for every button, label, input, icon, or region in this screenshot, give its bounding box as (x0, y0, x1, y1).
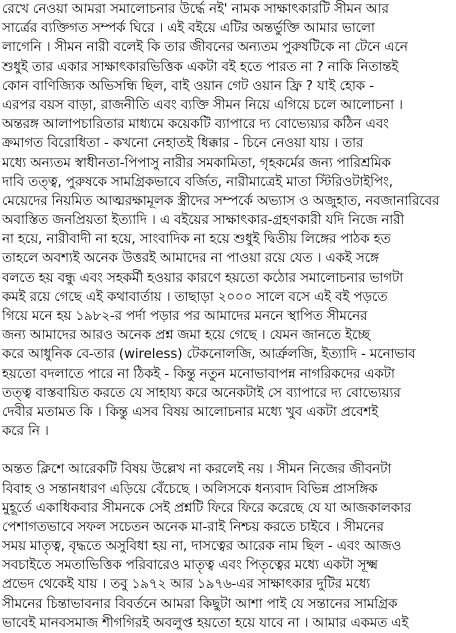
text-line: পেশাগতভাবে সফল সচেতন অনেক মা-রাই নিশ্চয় করতে চাইবে । সীমনের (2, 519, 384, 535)
text-line: রেখে নেওয়া আমরা সমালোচনার উর্দ্ধে নই' নামক সাক্ষাৎকারটি সীমন আর (2, 2, 389, 17)
text-line: সময় মাতৃত্ব, বৃদ্ধতে অসুবিধা হয় না, দাসত্বের আরেক নাম ছিল - এবং আজও (2, 539, 402, 555)
text-line: দাবি তত্ত্ব, পুরুষকে সামগ্রিকভাবে বর্জিত, নারীমাত্রেই মাতা স্টিরিওটাইপিং, (2, 174, 393, 190)
text-line: অন্তত ক্লিশে আরেকটি বিষয় উল্লেখ না করলেই নয় । সীমন নিজের জীবনটা (2, 462, 392, 478)
text-line: হয়তো বদলাতে পারে না ঠিকই - কিন্তু নতুন মনোভাবাপন্ন নাগরিকদের একটা (2, 366, 395, 382)
text-line: শুধুই তার একার সাক্ষাৎকারভিত্তিক একটা বই হতে পারত না ? নাকি নিতান্তই (2, 59, 399, 75)
text-line: করে আধুনিক বে-তার (wireless) টেকনোলজি, আর্ত্রুলজি, ইত্যাদি - মনোভাব (2, 347, 416, 363)
text-line: সবচাইতে সমতাভিত্তিক পরিবারেও মাতৃত্ব এবং পিতৃত্বের মধ্যে একটা সূক্ষ্ম (2, 558, 378, 574)
text-line: ভাবেই মানবসমাজ শীগগিরই অবলুপ্ত হয়তো হয়ে যাবে না । আমার একমত এই (2, 615, 409, 631)
text-line: দেবীর মতামত কি । কিন্তু এসব বিষয় আলোচনার মধ্যে খুব একটা প্রবেশই (2, 404, 379, 420)
text-line: সার্ত্রের ব্যক্তিগত সম্পর্ক ঘিরে । এই বইয়ে এটির অন্তর্ভুক্তি আমার ভালো (2, 21, 375, 37)
text-line: মেয়েদের নিয়মিত আত্মরক্ষামূলক স্ত্রীদের সম্পর্কে অভ্যাস ও অজুহাত, নবজানারিবের (2, 193, 440, 209)
text-line: অন্তরঙ্গ আলাপচারিতার মাধ্যমে কয়েকটি ব্যাপারে দ্য বোভ্যেয়্যর কঠিন এবং (2, 117, 389, 133)
text-line: কমই রয়ে গেছে এই কথাবার্তায় । তাছাড়া ২০০০ সালে বসে এই বই পড়তে (2, 289, 388, 305)
text-line: গিয়ে মনে হয় ১৯৮২-র পর্দা পড়ার পর আমাদের মননে স্থাপিত সীমনের (2, 309, 368, 324)
text-line: বিবাহ ও সন্তানধারণ এড়িয়ে বেঁচেছে । অলিসকে ধন্যবাদ বিভিন্ন প্রাসঙ্গিক (2, 481, 378, 497)
review-paragraph-1 (2, 0, 454, 441)
text-line: অবাস্তিত জনপ্রিয়তা ইত্যাদি । এ বইয়ের সাক্ষাৎকার-গ্রহণকারী যদি নিজে নারী (2, 213, 405, 229)
review-paragraph-2 (2, 460, 454, 633)
text-line: মধ্যে অন্যতম স্বাধীনতা-পিপাসু নারীর সমকামিতা, গৃহকর্মের জন্য পারিশ্রমিক (2, 155, 391, 171)
book-page (2, 0, 454, 631)
text-line: বলতে হয় বন্ধু এবং সহকর্মী হওয়ার কারণে হয়তো কঠোর সমালোচনার ভাগটা (2, 270, 404, 286)
text-line: লাগেনি । সীমন নারী বলেই কি তার জীবনের অন্যতম পুরুষটিকে না টেনে এনে (2, 40, 408, 56)
text-line: করে নি । (2, 424, 49, 440)
text-line: তাহলে অবশ্যই অনেক উত্তরই আমাদের না পাওয়া রয়ে যেত । একই সঙ্গে (2, 251, 379, 267)
text-line: তত্ত্ব বাস্তবায়িত করতে যে সাহায্য করে অনেকটাই সে ব্যাপারে দ্য বোভ্যেয়্যর (2, 385, 401, 401)
text-line: মুহূর্তে একাধিকবার সীমনকে সেই প্রশ্নটি ফিরে ফিরে করেছে যে যা আজকালকার (2, 500, 412, 516)
text-line: না হয়ে, নারীবাদী না হয়ে, সাংবাদিক না হয়ে শুধুই দ্বিতীয় লিঙ্গের পাঠক হত (2, 232, 391, 248)
text-line: কোন বাণিজ্যিক অভিসন্ধি ছিল, বাই ওয়ান গেট ওয়ান ফ্রি ? যাই হোক - (2, 78, 374, 94)
text-line: ক্রমাগত বিরোধিতা - কখনো নেহাতই ধিক্কার - চিনে নেওয়া যায় । তার (2, 136, 364, 152)
text-line: প্রভেদ থেকেই যায় । তবু ১৯৭২ আর ১৯৭৬-এর সাক্ষাৎকার দুটির মধ্যে (2, 577, 371, 593)
text-line: সীমনের চিন্তাভাবনার বিবর্তনে আমরা কিছুটা আশা পাই যে সন্তানের সামগ্রিক (2, 596, 398, 612)
text-line: এরপর বয়স বাড়া, রাজনীতি এবং ব্যক্তি সীমন নিয়ে এগিয়ে চলে আলোচনা । (2, 97, 403, 113)
paragraph-gap (2, 441, 454, 460)
text-line: জন্য আমাদের আরও অনেক প্রশ্ন জমা হয়ে গেছে । যেমন জানতে ইচ্ছে (2, 328, 370, 344)
